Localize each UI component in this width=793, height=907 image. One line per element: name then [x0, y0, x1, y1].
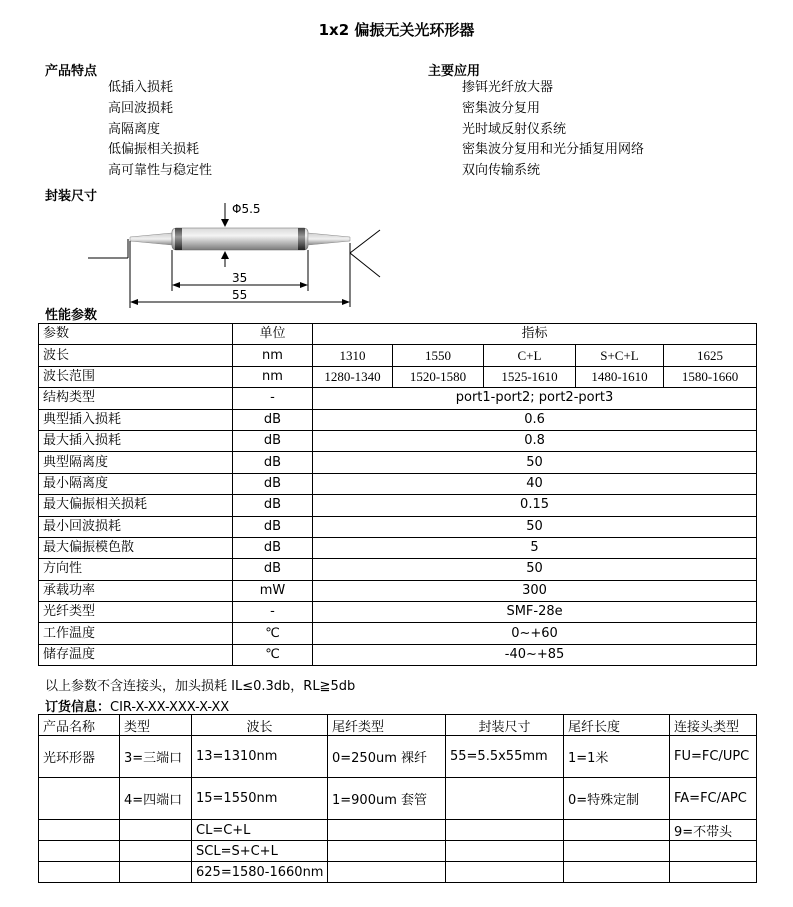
header-cell: 波长: [192, 715, 328, 736]
table-row: [39, 623, 757, 644]
table-row: [39, 537, 757, 558]
unit-cell: dB: [233, 559, 313, 580]
feature-item: 低偏振相关损耗: [108, 142, 200, 158]
ordering-cell: [446, 778, 564, 820]
unit-cell: dB: [233, 495, 313, 516]
table-row: [39, 430, 757, 451]
unit-cell: -: [233, 602, 313, 623]
table-row: [39, 345, 757, 366]
left-cap: [175, 228, 182, 250]
ordering-cell: FA=FC/APC: [670, 778, 757, 820]
ordering-cell: [39, 778, 120, 820]
unit-cell: dB: [233, 452, 313, 473]
application-item: 光时域反射仪系统: [462, 121, 567, 137]
applications-list: [462, 78, 644, 182]
param-label: 最小回波损耗: [39, 516, 233, 537]
unit-cell: mW: [233, 580, 313, 601]
right-fiber-upper: [350, 230, 380, 253]
ordering-cell: [564, 862, 670, 883]
ordering-cell: 9=不带头: [670, 820, 757, 841]
unit-cell: -: [233, 388, 313, 409]
ordering-cell: 1=900um 套管: [328, 778, 446, 820]
param-label: 波长范围: [39, 366, 233, 387]
value-cell: 50: [313, 452, 757, 473]
ordering-cell: [120, 862, 192, 883]
table-row: [39, 388, 757, 409]
ordering-cell: [670, 841, 757, 862]
header-cell: 产品名称: [39, 715, 120, 736]
unit-cell: dB: [233, 473, 313, 494]
ordering-cell: [670, 862, 757, 883]
header-cell: 尾纤类型: [328, 715, 446, 736]
ordering-cell: [328, 841, 446, 862]
param-label: 波长: [39, 345, 233, 366]
value-cell: 1525-1610: [484, 366, 576, 387]
value-cell: 1625: [664, 345, 757, 366]
header-cell: 连接头类型: [670, 715, 757, 736]
header-cell: 封装尺寸: [446, 715, 564, 736]
header-cell: 类型: [120, 715, 192, 736]
ordering-table: [38, 714, 757, 883]
ordering-cell: 1=1米: [564, 736, 670, 778]
ordering-heading: 订货信息：: [45, 700, 111, 715]
ordering-cell: [564, 820, 670, 841]
performance-heading: 性能参数: [45, 308, 98, 323]
value-cell: -40~+85: [313, 644, 757, 665]
unit-cell: dB: [233, 409, 313, 430]
ordering-cell: [446, 820, 564, 841]
param-label: 最大插入损耗: [39, 430, 233, 451]
value-cell: 0.6: [313, 409, 757, 430]
ordering-cell: 55=5.5x55mm: [446, 736, 564, 778]
value-cell: 50: [313, 516, 757, 537]
table-row: [39, 602, 757, 623]
table-row: [39, 862, 757, 883]
param-label: 承载功率: [39, 580, 233, 601]
ordering-cell: [120, 820, 192, 841]
ordering-cell: 0=特殊定制: [564, 778, 670, 820]
table-row: [39, 495, 757, 516]
performance-table: [38, 323, 757, 666]
value-cell: 0.8: [313, 430, 757, 451]
value-cell: SMF-28e: [313, 602, 757, 623]
table-row: [39, 409, 757, 430]
param-label: 最大偏振相关损耗: [39, 495, 233, 516]
table-row: [39, 473, 757, 494]
ordering-code: CIR-X-XX-XXX-X-XX: [110, 700, 230, 715]
table-row: [39, 820, 757, 841]
unit-cell: dB: [233, 537, 313, 558]
value-cell: 1580-1660: [664, 366, 757, 387]
ordering-cell: [120, 841, 192, 862]
ordering-cell: [446, 862, 564, 883]
ordering-header-row: [39, 715, 757, 736]
ordering-cell: CL=C+L: [192, 820, 328, 841]
value-cell: 1310: [313, 345, 393, 366]
application-item: 双向传输系统: [462, 163, 541, 179]
ordering-cell: 0=250um 裸纤: [328, 736, 446, 778]
ordering-cell: [446, 841, 564, 862]
package-dimension-drawing: [80, 195, 400, 310]
outer-length-label: 55: [232, 288, 248, 302]
value-cell: 1550: [393, 345, 484, 366]
features-list: [108, 78, 212, 182]
unit-cell: ℃: [233, 623, 313, 644]
ordering-cell: [39, 862, 120, 883]
application-item: 密集波分复用和光分插复用网络: [462, 142, 645, 158]
param-label: 典型插入损耗: [39, 409, 233, 430]
package-heading: 封装尺寸: [45, 189, 98, 204]
feature-item: 高隔离度: [108, 121, 161, 137]
application-item: 掺铒光纤放大器: [462, 80, 554, 95]
table-row: [39, 736, 757, 778]
table-row: [39, 778, 757, 820]
param-label: 工作温度: [39, 623, 233, 644]
param-label: 光纤类型: [39, 602, 233, 623]
features-heading: 产品特点: [45, 64, 98, 79]
header-param: 参数: [39, 324, 233, 345]
header-unit: 单位: [233, 324, 313, 345]
header-cell: 尾纤长度: [564, 715, 670, 736]
header-spec: 指标: [313, 324, 757, 345]
table-row: [39, 516, 757, 537]
ordering-cell: SCL=S+C+L: [192, 841, 328, 862]
inner-length-label: 35: [232, 271, 248, 285]
unit-cell: ℃: [233, 644, 313, 665]
diameter-label: Φ5.5: [232, 202, 261, 216]
value-cell: C+L: [484, 345, 576, 366]
feature-item: 高可靠性与稳定性: [108, 163, 213, 179]
value-cell: 1480-1610: [576, 366, 664, 387]
ordering-cell: 13=1310nm: [192, 736, 328, 778]
performance-note: 以上参数不含连接头，加头损耗 IL≤0.3db，RL≧5db: [45, 679, 356, 694]
ordering-info: [45, 696, 229, 715]
table-row: [39, 452, 757, 473]
value-cell: 5: [313, 537, 757, 558]
value-cell: port1-port2; port2-port3: [313, 388, 757, 409]
ordering-cell: [39, 841, 120, 862]
param-label: 最大偏振模色散: [39, 537, 233, 558]
value-cell: 300: [313, 580, 757, 601]
value-cell: 0.15: [313, 495, 757, 516]
param-label: 方向性: [39, 559, 233, 580]
ordering-cell: 15=1550nm: [192, 778, 328, 820]
unit-cell: dB: [233, 430, 313, 451]
unit-cell: nm: [233, 345, 313, 366]
ordering-cell: [328, 820, 446, 841]
applications-heading: 主要应用: [428, 64, 481, 79]
unit-cell: dB: [233, 516, 313, 537]
table-row: [39, 580, 757, 601]
tube-body: [172, 228, 308, 250]
ordering-cell: 625=1580-1660nm: [192, 862, 328, 883]
param-label: 结构类型: [39, 388, 233, 409]
table-row: [39, 366, 757, 387]
ordering-cell: FU=FC/UPC: [670, 736, 757, 778]
ordering-cell: 光环形器: [39, 736, 120, 778]
table-row: [39, 841, 757, 862]
value-cell: 1520-1580: [393, 366, 484, 387]
value-cell: S+C+L: [576, 345, 664, 366]
value-cell: 50: [313, 559, 757, 580]
table-row: [39, 559, 757, 580]
param-label: 储存温度: [39, 644, 233, 665]
param-label: 最小隔离度: [39, 473, 233, 494]
param-label: 典型隔离度: [39, 452, 233, 473]
page-title: 1x2 偏振无关光环形器: [318, 21, 475, 39]
right-cap: [298, 228, 305, 250]
right-boot: [308, 233, 350, 245]
ordering-cell: 4=四端口: [120, 778, 192, 820]
ordering-cell: [39, 820, 120, 841]
right-fiber-lower: [350, 253, 380, 277]
table-header-row: [39, 324, 757, 345]
feature-item: 高回波损耗: [108, 100, 174, 116]
feature-item: 低插入损耗: [108, 80, 174, 95]
ordering-cell: 3=三端口: [120, 736, 192, 778]
value-cell: 0~+60: [313, 623, 757, 644]
left-boot: [130, 233, 172, 245]
application-item: 密集波分复用: [462, 100, 541, 116]
ordering-cell: [564, 841, 670, 862]
value-cell: 1280-1340: [313, 366, 393, 387]
table-row: [39, 644, 757, 665]
value-cell: 40: [313, 473, 757, 494]
ordering-cell: [328, 862, 446, 883]
unit-cell: nm: [233, 366, 313, 387]
